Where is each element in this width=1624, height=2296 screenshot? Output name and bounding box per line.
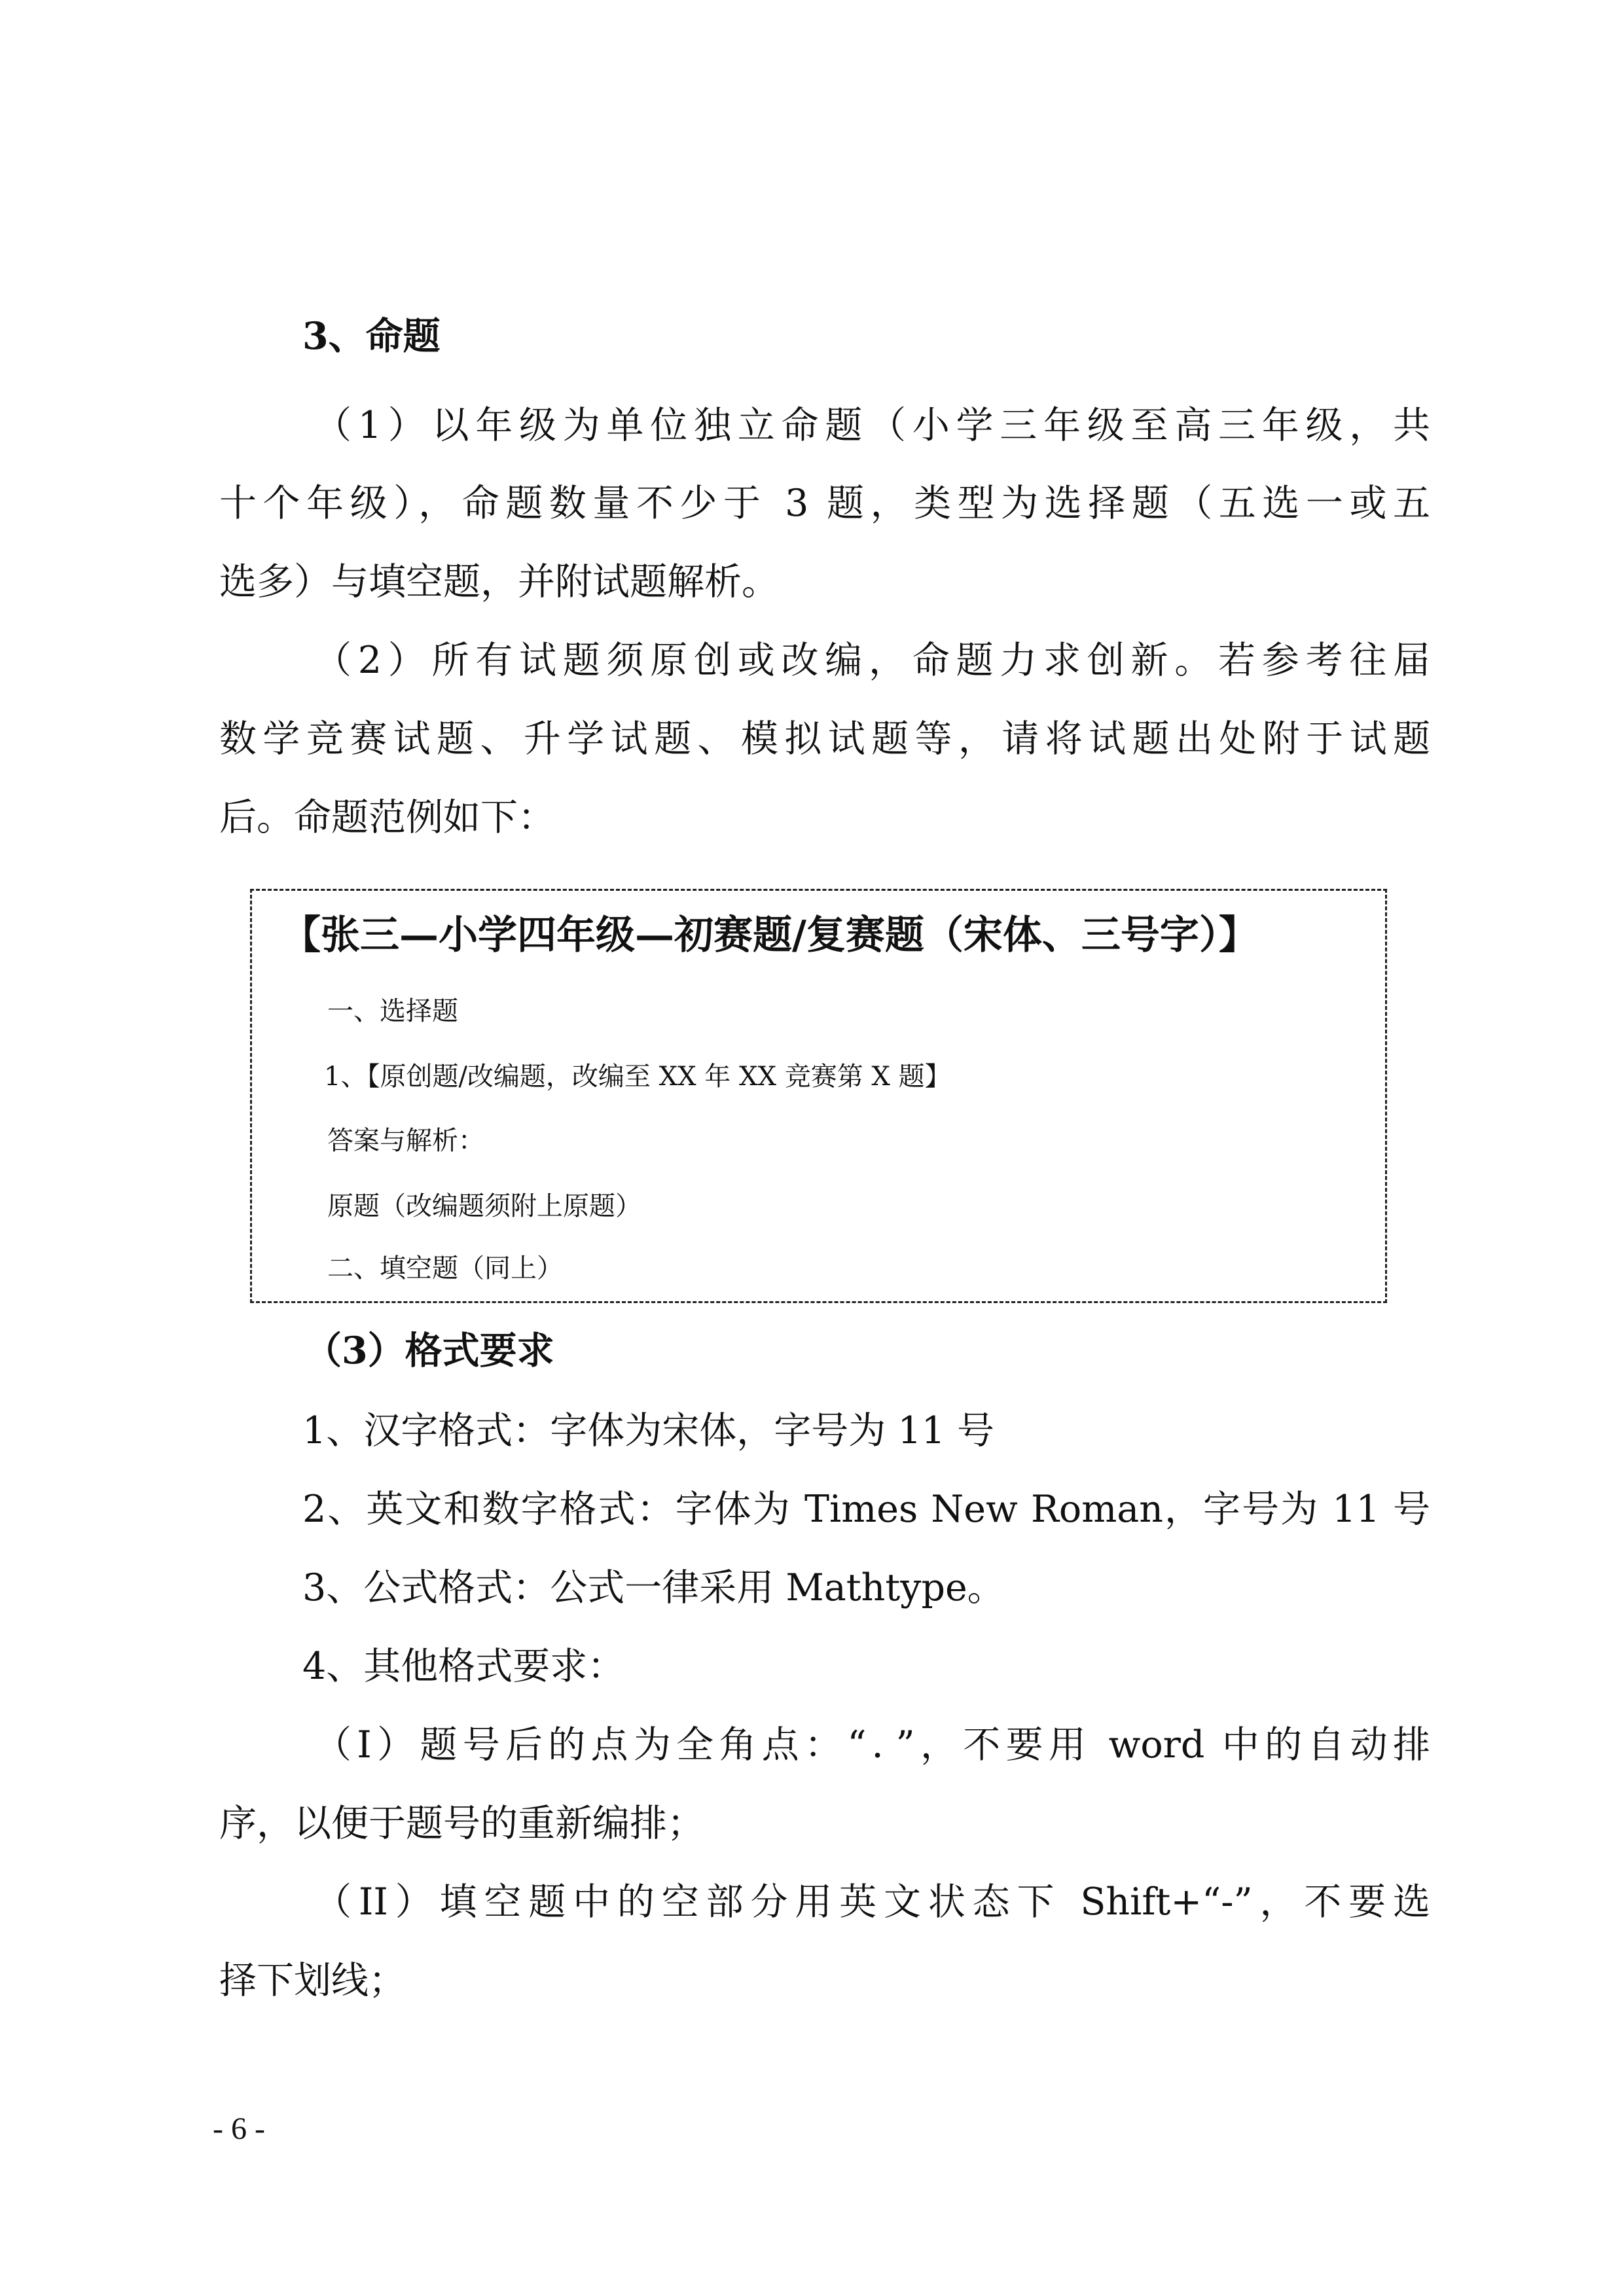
example-item-original: 原题（改编题须附上原题） (327, 1191, 641, 1221)
other-requirement-1-line-2: 序，以便于题号的重新编排； (219, 1802, 704, 1845)
paragraph-1-line-1: （1）以年级为单位独立命题（小学三年级至高三年级，共 (314, 404, 1430, 447)
example-item-fill-heading: 二、填空题（同上） (327, 1253, 563, 1283)
paragraph-1-line-2: 十个年级），命题数量不少于 3 题，类型为选择题（五选一或五 (219, 482, 1430, 525)
paragraph-1-line-3: 选多）与填空题，并附试题解析。 (219, 560, 779, 603)
example-box-title: 【张三—小学四年级—初赛题/复赛题（宋体、三号字）】 (281, 912, 1258, 958)
other-requirement-1-line-1: （I）题号后的点为全角点：“．”，不要用 word 中的自动排 (314, 1723, 1430, 1767)
format-item-3: 3、公式格式：公式一律采用 Mathtype。 (302, 1566, 1005, 1609)
format-item-1: 1、汉字格式：字体为宋体，字号为 11 号 (302, 1409, 995, 1452)
format-heading: （3）格式要求 (304, 1329, 554, 1372)
other-requirement-2-line-2: 择下划线； (219, 1959, 406, 2002)
example-item-choice-heading: 一、选择题 (327, 996, 458, 1026)
example-box (250, 889, 1387, 1303)
other-requirement-2-line-1: （II）填空题中的空部分用英文状态下 Shift+“-”，不要选 (314, 1880, 1430, 1924)
paragraph-2-line-2: 数学竞赛试题、升学试题、模拟试题等，请将试题出处附于试题 (219, 717, 1430, 761)
example-item-answer: 答案与解析： (327, 1126, 484, 1156)
page-number: - 6 - (213, 2111, 265, 2146)
format-item-4: 4、其他格式要求： (302, 1645, 625, 1688)
format-item-2: 2、英文和数字格式：字体为 Times New Roman，字号为 11 号 (302, 1488, 1430, 1531)
paragraph-2-line-1: （2）所有试题须原创或改编，命题力求创新。若参考往届 (314, 639, 1430, 682)
section-heading: 3、命题 (302, 314, 441, 358)
paragraph-2-line-3: 后。命题范例如下： (219, 796, 555, 839)
example-item-question: 1、【原创题/改编题，改编至 XX 年 XX 竞赛第 X 题】 (324, 1062, 951, 1092)
